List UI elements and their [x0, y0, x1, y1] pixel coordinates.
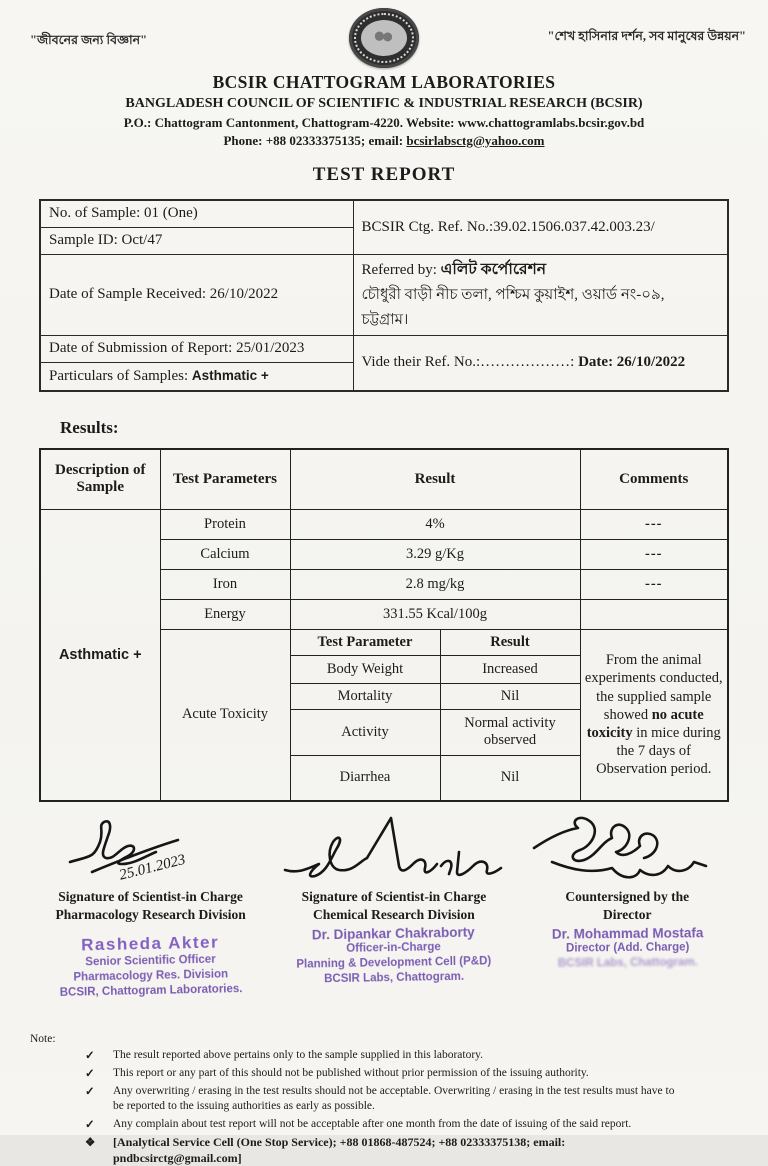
particulars-label: Particulars of Samples: [49, 367, 192, 384]
stamp-name: Rasheda Akter [80, 933, 220, 955]
signature-caption-center-1: Signature of Scientist-in Charge [301, 889, 487, 904]
comment-text-post: in mice during the 7 days of Observation period. [596, 724, 721, 778]
sub-param-activity: Activity [290, 709, 440, 755]
check-icon: ✓ [85, 1068, 95, 1081]
org-heading [0, 72, 768, 149]
service-cell-text: [Analytical Service Cell (One Stop Service); +88 01868-487524; +88 02333375138; email: pndbcsirctg@gmail.com] [113, 1134, 566, 1165]
signature-pharmacology [26, 810, 275, 999]
signature-block [0, 806, 768, 999]
vide-ref-label: Vide their Ref. No.:………………: [361, 354, 579, 371]
referred-by-address-2: চট্টগ্রাম। [361, 311, 409, 328]
stamp-line: Planning & Development Cell (P&D) [296, 955, 492, 972]
sub-result-mortality: Nil [440, 683, 580, 709]
slogan-left: "জীবনের জন্য বিজ্ঞান" [30, 33, 148, 47]
diamond-icon: ❖ [85, 1136, 96, 1149]
notes-section [30, 1033, 768, 1166]
ref-no-cell: BCSIR Ctg. Ref. No.:39.02.1506.037.42.003.23/ [353, 200, 728, 254]
stamp-line: Director (Add. Charge) [565, 941, 689, 955]
signature-caption-left-2: Pharmacology Research Division [55, 907, 246, 923]
referred-by-cell [353, 254, 728, 335]
param-protein: Protein [160, 509, 290, 539]
date-received-cell: Date of Sample Received: 26/10/2022 [40, 254, 353, 335]
sub-header-parameter: Test Parameter [290, 629, 440, 655]
comment-iron: --- [580, 569, 728, 599]
note-item [30, 1066, 768, 1081]
stamp-name: Dr. Dipankar Chakraborty [311, 925, 476, 943]
signature-scribble-left [56, 810, 246, 888]
signature-scribble-center [279, 810, 509, 888]
note-item-service [30, 1135, 768, 1166]
signature-scribble-right [522, 810, 732, 888]
stamp-line: Senior Scientific Officer [85, 954, 216, 969]
col-header-result: Result [290, 449, 580, 509]
signature-chemical [275, 810, 512, 999]
sub-result-body-weight: Increased [440, 655, 580, 683]
sample-id-cell: Sample ID: Oct/47 [40, 227, 353, 254]
referred-by-name: এলিট কর্পোরেশন [440, 260, 547, 278]
result-iron: 2.8 mg/kg [290, 569, 580, 599]
note-item [30, 1084, 768, 1114]
sub-param-diarrhea: Diarrhea [290, 755, 440, 801]
result-protein: 4% [290, 509, 580, 539]
table-row [40, 509, 728, 539]
sub-result-diarrhea: Nil [440, 755, 580, 801]
particulars-value: Asthmatic + [191, 367, 269, 383]
stamp-dipankar-chakraborty [275, 924, 513, 988]
results-table [39, 448, 729, 802]
stamp-line: BCSIR Labs, Chattogram. [324, 971, 465, 986]
org-name: BCSIR CHATTOGRAM LABORATORIES [212, 72, 556, 92]
sub-param-mortality: Mortality [290, 683, 440, 709]
note-item [30, 1048, 768, 1063]
param-iron: Iron [160, 569, 290, 599]
signature-caption-right-2: Director [603, 907, 652, 923]
notes-label: Note: [30, 1033, 56, 1046]
vide-ref-cell [353, 335, 728, 391]
signature-caption-left-1: Signature of Scientist-in Charge [58, 889, 243, 904]
note-text: Any complain about test report will not be acceptable after one month from the date of issuing of the said report. [113, 1118, 632, 1130]
check-icon: ✓ [85, 1050, 95, 1063]
handwritten-date: 25.01.2023 [117, 851, 187, 884]
slogan-right: "শেখ হাসিনার দর্শন, সব মানুষের উন্নয়ন" [547, 29, 746, 43]
note-text: The result reported above pertains only to the sample supplied in this laboratory. [113, 1049, 484, 1062]
param-calcium: Calcium [160, 539, 290, 569]
check-icon: ✓ [85, 1119, 95, 1131]
result-energy: 331.55 Kcal/100g [290, 599, 580, 629]
col-header-comments: Comments [580, 449, 728, 509]
org-contact [0, 133, 768, 149]
col-header-parameters: Test Parameters [160, 449, 290, 509]
bcsir-seal-logo [349, 8, 419, 68]
comment-text-bold: no acute toxicity [586, 706, 704, 741]
comment-calcium: --- [580, 539, 728, 569]
sample-description-cell: Asthmatic + [40, 509, 160, 801]
stamp-rasheda-akter [25, 932, 276, 1002]
org-council: BANGLADESH COUNCIL OF SCIENTIFIC & INDUSTRIAL RESEARCH (BCSIR) [125, 96, 643, 111]
referred-by-address-1: চৌধুরী বাড়ী নীচ তলা, পশ্চিম কুয়াইশ, ওয়ার্ড নং-০৯, [361, 286, 665, 303]
param-energy: Energy [160, 599, 290, 629]
stamp-line: Pharmacology Res. Division [73, 968, 229, 984]
note-text: This report or any part of this should not be published without prior permission of the issuing authority. [113, 1067, 589, 1080]
result-calcium: 3.29 g/Kg [290, 539, 580, 569]
comment-text-pre: From the animal experiments conducted, the supplied sample showed [584, 652, 723, 723]
letterhead [0, 0, 768, 148]
org-address: P.O.: Chattogram Cantonment, Chattogram-4220. Website: www.chattogramlabs.bcsir.gov.bd [123, 115, 645, 130]
stamp-line: BCSIR, Chattogram Laboratories. [59, 983, 243, 1000]
comment-energy [580, 599, 728, 629]
page-title: TEST REPORT [312, 164, 456, 185]
sub-result-activity: Normal activity observed [440, 709, 580, 755]
phone-label: Phone: +88 02333375135; email: [223, 133, 407, 148]
results-section-label: Results: [60, 418, 119, 437]
vide-ref-date: Date: 26/10/2022 [578, 354, 686, 371]
note-item [30, 1117, 768, 1132]
signature-caption-right-1: Countersigned by the [565, 889, 690, 904]
param-acute-toxicity: Acute Toxicity [160, 629, 290, 801]
signature-caption-center-2: Chemical Research Division [313, 907, 475, 923]
stamp-line: Officer-in-Charge [346, 941, 442, 956]
referred-by-label: Referred by: [361, 261, 441, 278]
stamp-line: BCSIR Labs, Chattogram. [557, 956, 698, 970]
toxicity-comments-cell [580, 629, 728, 801]
sub-param-body-weight: Body Weight [290, 655, 440, 683]
stamp-name: Dr. Mohammad Mostafa [551, 925, 703, 943]
sub-header-result: Result [440, 629, 580, 655]
stamp-mohammad-mostafa [512, 925, 742, 972]
signature-director [513, 810, 742, 999]
note-text: Any overwriting / erasing in the test results should not be acceptable. Overwriting / erasing in the test results must have to be reported to the issuing authorities as early as possible. [113, 1085, 675, 1113]
sample-info-table [39, 199, 729, 392]
col-header-description: Description of Sample [40, 449, 160, 509]
date-submission-cell: Date of Submission of Report: 25/01/2023 [40, 335, 353, 362]
no-of-sample-cell: No. of Sample: 01 (One) [40, 200, 353, 227]
comment-protein: --- [580, 509, 728, 539]
org-email: bcsirlabsctg@yahoo.com [406, 133, 545, 148]
check-icon: ✓ [85, 1086, 95, 1099]
particulars-cell [40, 362, 353, 391]
